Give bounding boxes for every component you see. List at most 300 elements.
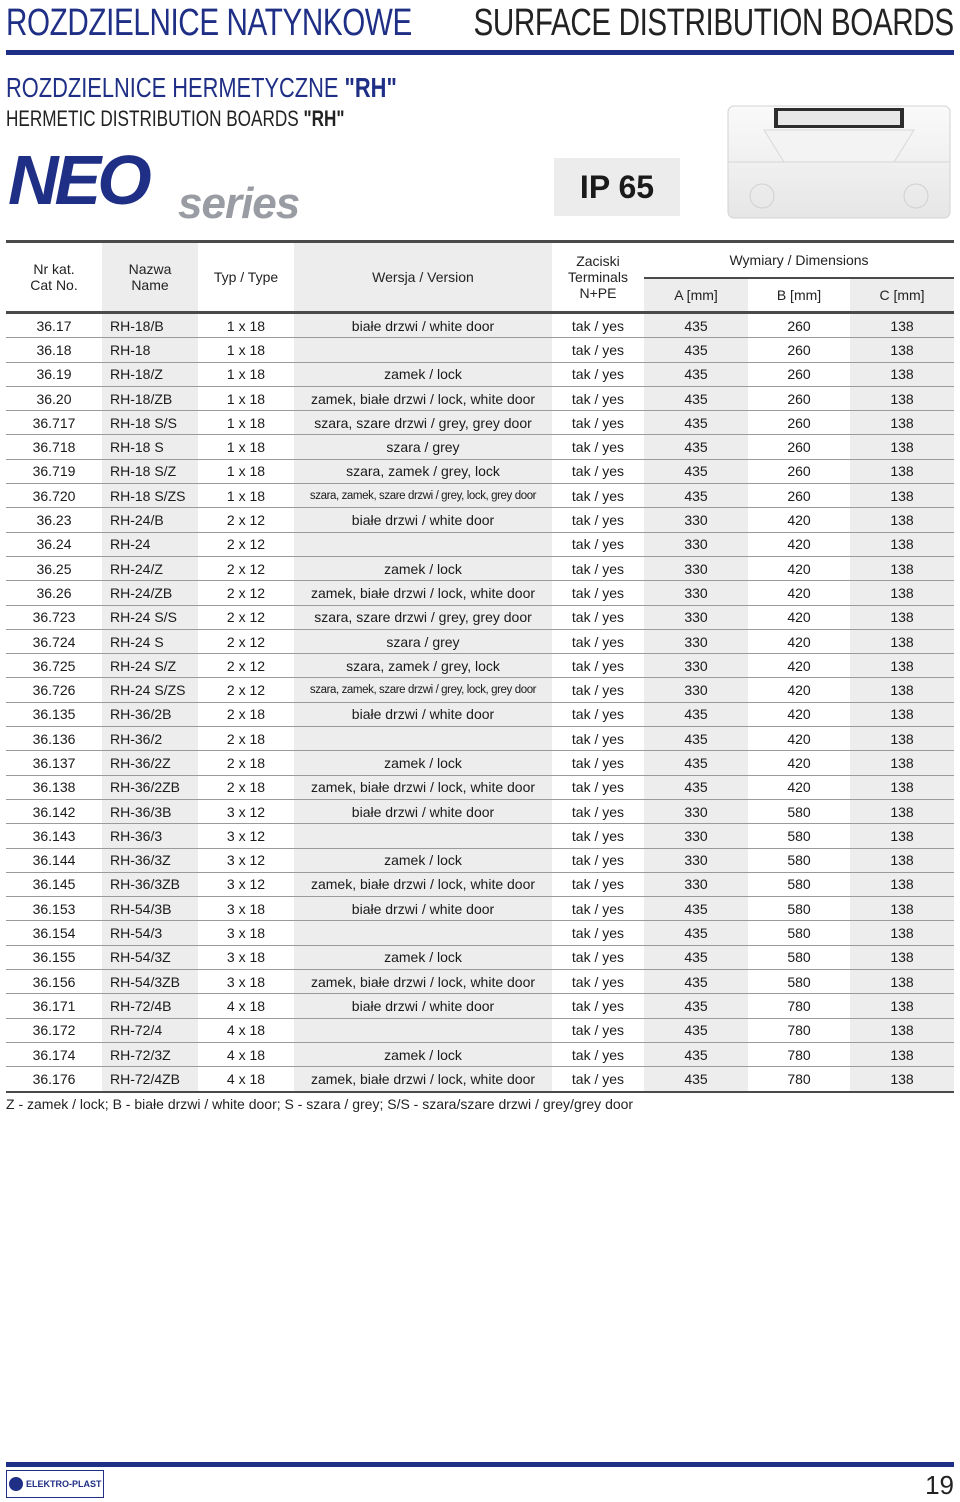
table-row	[6, 945, 954, 969]
cell-terminals: tak / yes	[552, 872, 644, 896]
col-header-terminals-l3: N+PE	[579, 285, 617, 301]
cell-version: białe drzwi / white door	[294, 994, 552, 1018]
col-header-terminals-l2: Terminals	[568, 269, 628, 285]
cell-version: białe drzwi / white door	[294, 508, 552, 532]
cell-version	[294, 338, 552, 362]
cell-dim-c: 138	[850, 897, 954, 921]
cell-dim-c: 138	[850, 459, 954, 483]
cell-dim-c: 138	[850, 1067, 954, 1092]
table-row	[6, 824, 954, 848]
cell-terminals: tak / yes	[552, 556, 644, 580]
header-divider	[6, 50, 954, 55]
cell-type: 3 x 12	[198, 799, 294, 823]
cell-terminals: tak / yes	[552, 484, 644, 508]
cell-version: białe drzwi / white door	[294, 897, 552, 921]
cell-version: zamek / lock	[294, 751, 552, 775]
cell-dim-b: 260	[748, 386, 850, 410]
subtitle-pl	[6, 72, 397, 104]
cell-dim-b: 260	[748, 362, 850, 386]
col-header-dim-c: C [mm]	[850, 278, 954, 313]
cell-dim-b: 580	[748, 921, 850, 945]
cell-dim-c: 138	[850, 1018, 954, 1042]
cell-type: 2 x 18	[198, 751, 294, 775]
cell-catno: 36.153	[6, 897, 102, 921]
cell-name: RH-18 S/Z	[102, 459, 198, 483]
cell-dim-c: 138	[850, 727, 954, 751]
cell-catno: 36.724	[6, 629, 102, 653]
cell-dim-b: 420	[748, 508, 850, 532]
cell-dim-b: 580	[748, 897, 850, 921]
cell-terminals: tak / yes	[552, 629, 644, 653]
cell-catno: 36.144	[6, 848, 102, 872]
cell-dim-a: 435	[644, 970, 748, 994]
cell-type: 1 x 18	[198, 411, 294, 435]
elektro-plast-logo-text: ELEKTRO-PLAST	[26, 1479, 102, 1489]
cell-type: 2 x 12	[198, 581, 294, 605]
cell-dim-a: 435	[644, 1018, 748, 1042]
cell-catno: 36.145	[6, 872, 102, 896]
cell-dim-b: 420	[748, 702, 850, 726]
cell-type: 3 x 12	[198, 824, 294, 848]
cell-type: 3 x 12	[198, 872, 294, 896]
cell-dim-b: 780	[748, 1067, 850, 1092]
page-title-pl: ROZDZIELNICE NATYNKOWE	[6, 2, 412, 44]
cell-dim-c: 138	[850, 411, 954, 435]
cell-terminals: tak / yes	[552, 678, 644, 702]
cell-dim-b: 420	[748, 605, 850, 629]
cell-type: 2 x 18	[198, 727, 294, 751]
cell-type: 4 x 18	[198, 994, 294, 1018]
cell-terminals: tak / yes	[552, 508, 644, 532]
cell-dim-b: 780	[748, 994, 850, 1018]
cell-type: 4 x 18	[198, 1067, 294, 1092]
cell-dim-a: 330	[644, 824, 748, 848]
cell-name: RH-54/3Z	[102, 945, 198, 969]
cell-type: 1 x 18	[198, 313, 294, 338]
cell-dim-a: 330	[644, 629, 748, 653]
cell-dim-b: 260	[748, 411, 850, 435]
cell-dim-a: 435	[644, 338, 748, 362]
table-row	[6, 508, 954, 532]
cell-catno: 36.171	[6, 994, 102, 1018]
cell-dim-c: 138	[850, 994, 954, 1018]
cell-name: RH-18	[102, 338, 198, 362]
col-header-type: Typ / Type	[198, 242, 294, 313]
cell-dim-b: 580	[748, 945, 850, 969]
cell-catno: 36.24	[6, 532, 102, 556]
table-row	[6, 678, 954, 702]
cell-terminals: tak / yes	[552, 799, 644, 823]
cell-catno: 36.136	[6, 727, 102, 751]
subtitle-pl-code: "RH"	[344, 72, 397, 103]
cell-type: 2 x 12	[198, 654, 294, 678]
col-header-terminals-l1: Zaciski	[576, 253, 620, 269]
cell-name: RH-24/B	[102, 508, 198, 532]
cell-name: RH-24/Z	[102, 556, 198, 580]
cell-name: RH-18 S/S	[102, 411, 198, 435]
cell-catno: 36.135	[6, 702, 102, 726]
cell-name: RH-24 S/Z	[102, 654, 198, 678]
cell-version	[294, 921, 552, 945]
logo-word-neo: NEO	[8, 146, 148, 219]
cell-name: RH-36/2Z	[102, 751, 198, 775]
cell-version: szara, szare drzwi / grey, grey door	[294, 411, 552, 435]
cell-name: RH-36/3ZB	[102, 872, 198, 896]
cell-name: RH-24 S/S	[102, 605, 198, 629]
cell-dim-b: 420	[748, 775, 850, 799]
cell-dim-a: 330	[644, 678, 748, 702]
cell-dim-c: 138	[850, 313, 954, 338]
table-row	[6, 994, 954, 1018]
cell-catno: 36.174	[6, 1042, 102, 1066]
cell-dim-b: 420	[748, 678, 850, 702]
cell-terminals: tak / yes	[552, 775, 644, 799]
cell-version	[294, 1018, 552, 1042]
cell-catno: 36.723	[6, 605, 102, 629]
cell-catno: 36.172	[6, 1018, 102, 1042]
cell-terminals: tak / yes	[552, 1067, 644, 1092]
cell-terminals: tak / yes	[552, 824, 644, 848]
cell-terminals: tak / yes	[552, 532, 644, 556]
cell-name: RH-18/B	[102, 313, 198, 338]
cell-dim-a: 330	[644, 654, 748, 678]
cell-version: białe drzwi / white door	[294, 313, 552, 338]
cell-dim-c: 138	[850, 654, 954, 678]
cell-dim-c: 138	[850, 386, 954, 410]
cell-dim-b: 420	[748, 581, 850, 605]
table-row	[6, 848, 954, 872]
cell-dim-c: 138	[850, 848, 954, 872]
cell-terminals: tak / yes	[552, 435, 644, 459]
col-header-catno-en: Cat No.	[30, 277, 78, 293]
cell-dim-b: 260	[748, 338, 850, 362]
table-row	[6, 970, 954, 994]
cell-name: RH-36/2ZB	[102, 775, 198, 799]
cell-dim-b: 420	[748, 654, 850, 678]
cell-version: szara, szare drzwi / grey, grey door	[294, 605, 552, 629]
cell-catno: 36.719	[6, 459, 102, 483]
cell-name: RH-24 S/ZS	[102, 678, 198, 702]
table-row	[6, 629, 954, 653]
cell-dim-c: 138	[850, 605, 954, 629]
cell-dim-c: 138	[850, 775, 954, 799]
cell-dim-c: 138	[850, 702, 954, 726]
cell-type: 2 x 12	[198, 508, 294, 532]
cell-name: RH-36/2B	[102, 702, 198, 726]
cell-type: 2 x 12	[198, 678, 294, 702]
cell-version: zamek / lock	[294, 945, 552, 969]
cell-catno: 36.138	[6, 775, 102, 799]
cell-terminals: tak / yes	[552, 411, 644, 435]
table-row	[6, 362, 954, 386]
cell-catno: 36.142	[6, 799, 102, 823]
page-title-en: SURFACE DISTRIBUTION BOARDS	[473, 2, 954, 44]
cell-name: RH-36/3Z	[102, 848, 198, 872]
cell-dim-b: 580	[748, 824, 850, 848]
cell-name: RH-18 S/ZS	[102, 484, 198, 508]
legend-note: Z - zamek / lock; B - białe drzwi / white door; S - szara / grey; S/S - szara/szare drzwi / grey/grey door	[6, 1096, 634, 1112]
cell-dim-c: 138	[850, 508, 954, 532]
cell-catno: 36.20	[6, 386, 102, 410]
cell-dim-a: 330	[644, 605, 748, 629]
cell-catno: 36.17	[6, 313, 102, 338]
cell-dim-a: 330	[644, 532, 748, 556]
cell-type: 3 x 12	[198, 848, 294, 872]
cell-version	[294, 727, 552, 751]
cell-terminals: tak / yes	[552, 313, 644, 338]
cell-terminals: tak / yes	[552, 605, 644, 629]
table-row	[6, 1067, 954, 1092]
cell-terminals: tak / yes	[552, 1018, 644, 1042]
cell-name: RH-18/ZB	[102, 386, 198, 410]
cell-name: RH-18 S	[102, 435, 198, 459]
cell-dim-a: 435	[644, 702, 748, 726]
cell-dim-a: 435	[644, 727, 748, 751]
subtitle-en-code: "RH"	[303, 106, 345, 131]
logo-word-series: series	[178, 179, 300, 224]
cell-dim-b: 420	[748, 751, 850, 775]
cell-dim-a: 435	[644, 411, 748, 435]
cell-dim-b: 260	[748, 313, 850, 338]
cell-dim-a: 435	[644, 1067, 748, 1092]
cell-version: zamek / lock	[294, 1042, 552, 1066]
col-header-terminals	[552, 242, 644, 313]
cell-dim-a: 435	[644, 945, 748, 969]
cell-terminals: tak / yes	[552, 1042, 644, 1066]
cell-terminals: tak / yes	[552, 338, 644, 362]
cell-dim-a: 435	[644, 1042, 748, 1066]
cell-dim-c: 138	[850, 751, 954, 775]
cell-version: zamek, białe drzwi / lock, white door	[294, 970, 552, 994]
cell-version: zamek, białe drzwi / lock, white door	[294, 386, 552, 410]
product-table-body	[6, 313, 954, 1092]
cell-catno: 36.155	[6, 945, 102, 969]
cell-type: 4 x 18	[198, 1018, 294, 1042]
col-header-name	[102, 242, 198, 313]
cell-dim-c: 138	[850, 799, 954, 823]
cell-type: 1 x 18	[198, 459, 294, 483]
cell-dim-b: 780	[748, 1042, 850, 1066]
col-header-catno-pl: Nr kat.	[33, 261, 75, 277]
cell-catno: 36.717	[6, 411, 102, 435]
col-header-version: Wersja / Version	[294, 242, 552, 313]
cell-catno: 36.26	[6, 581, 102, 605]
cell-dim-c: 138	[850, 581, 954, 605]
ip-rating-badge: IP 65	[554, 158, 680, 216]
cell-name: RH-24/ZB	[102, 581, 198, 605]
cell-dim-c: 138	[850, 824, 954, 848]
cell-catno: 36.25	[6, 556, 102, 580]
cell-dim-a: 330	[644, 799, 748, 823]
cell-version: szara, zamek, szare drzwi / grey, lock, grey door	[294, 678, 552, 702]
cell-dim-a: 435	[644, 435, 748, 459]
table-row	[6, 411, 954, 435]
cell-terminals: tak / yes	[552, 945, 644, 969]
table-row	[6, 654, 954, 678]
cell-version: zamek, białe drzwi / lock, white door	[294, 1067, 552, 1092]
cell-dim-c: 138	[850, 556, 954, 580]
cell-catno: 36.143	[6, 824, 102, 848]
cell-dim-a: 435	[644, 484, 748, 508]
cell-catno: 36.725	[6, 654, 102, 678]
cell-dim-a: 330	[644, 872, 748, 896]
cell-catno: 36.726	[6, 678, 102, 702]
cell-dim-b: 580	[748, 872, 850, 896]
cell-dim-a: 435	[644, 994, 748, 1018]
cell-type: 2 x 12	[198, 556, 294, 580]
table-row	[6, 872, 954, 896]
subtitle-pl-text: ROZDZIELNICE HERMETYCZNE	[6, 72, 345, 103]
cell-type: 1 x 18	[198, 338, 294, 362]
cell-name: RH-72/4ZB	[102, 1067, 198, 1092]
footer-divider	[6, 1462, 954, 1467]
subtitle-en	[6, 106, 345, 132]
cell-catno: 36.137	[6, 751, 102, 775]
cell-name: RH-72/4B	[102, 994, 198, 1018]
cell-type: 3 x 18	[198, 897, 294, 921]
cell-dim-a: 330	[644, 848, 748, 872]
cell-version: zamek / lock	[294, 556, 552, 580]
neo-series-logo	[6, 146, 346, 224]
cell-version	[294, 824, 552, 848]
col-header-name-en: Name	[131, 277, 169, 293]
cell-dim-b: 580	[748, 970, 850, 994]
cell-name: RH-24 S	[102, 629, 198, 653]
cell-name: RH-36/2	[102, 727, 198, 751]
table-row	[6, 386, 954, 410]
table-row	[6, 1042, 954, 1066]
cell-type: 1 x 18	[198, 362, 294, 386]
cell-type: 2 x 12	[198, 605, 294, 629]
cell-type: 2 x 18	[198, 702, 294, 726]
cell-terminals: tak / yes	[552, 727, 644, 751]
cell-catno: 36.176	[6, 1067, 102, 1092]
cell-terminals: tak / yes	[552, 581, 644, 605]
cell-dim-c: 138	[850, 484, 954, 508]
cell-dim-b: 420	[748, 532, 850, 556]
cell-terminals: tak / yes	[552, 970, 644, 994]
cell-catno: 36.720	[6, 484, 102, 508]
cell-version: białe drzwi / white door	[294, 702, 552, 726]
cell-version: szara, zamek / grey, lock	[294, 654, 552, 678]
cell-dim-c: 138	[850, 945, 954, 969]
cell-dim-c: 138	[850, 362, 954, 386]
cell-name: RH-72/4	[102, 1018, 198, 1042]
cell-dim-a: 435	[644, 386, 748, 410]
cell-dim-b: 580	[748, 799, 850, 823]
cell-name: RH-36/3	[102, 824, 198, 848]
cell-dim-a: 435	[644, 362, 748, 386]
cell-version: szara / grey	[294, 629, 552, 653]
cell-dim-c: 138	[850, 338, 954, 362]
cell-version: zamek, białe drzwi / lock, white door	[294, 581, 552, 605]
col-header-dim-b: B [mm]	[748, 278, 850, 313]
cell-terminals: tak / yes	[552, 654, 644, 678]
cell-catno: 36.18	[6, 338, 102, 362]
cell-type: 2 x 12	[198, 532, 294, 556]
product-table	[6, 240, 954, 1093]
cell-dim-a: 330	[644, 508, 748, 532]
cell-terminals: tak / yes	[552, 702, 644, 726]
cell-dim-a: 435	[644, 313, 748, 338]
cell-version: szara, zamek, szare drzwi / grey, lock, grey door	[294, 484, 552, 508]
cell-dim-c: 138	[850, 872, 954, 896]
cell-version: zamek, białe drzwi / lock, white door	[294, 775, 552, 799]
cell-dim-b: 260	[748, 459, 850, 483]
table-row	[6, 921, 954, 945]
table-row	[6, 435, 954, 459]
cell-version: szara / grey	[294, 435, 552, 459]
cell-dim-c: 138	[850, 678, 954, 702]
elektro-plast-logo	[6, 1470, 104, 1498]
cell-terminals: tak / yes	[552, 362, 644, 386]
cell-dim-a: 435	[644, 459, 748, 483]
cell-version: zamek, białe drzwi / lock, white door	[294, 872, 552, 896]
page-number: 19	[925, 1470, 954, 1500]
cell-name: RH-36/3B	[102, 799, 198, 823]
cell-type: 4 x 18	[198, 1042, 294, 1066]
cell-dim-b: 260	[748, 484, 850, 508]
cell-dim-b: 260	[748, 435, 850, 459]
cell-catno: 36.718	[6, 435, 102, 459]
cell-dim-b: 420	[748, 556, 850, 580]
table-row	[6, 727, 954, 751]
cell-dim-a: 330	[644, 581, 748, 605]
cell-dim-b: 420	[748, 629, 850, 653]
table-row	[6, 338, 954, 362]
col-header-dimensions: Wymiary / Dimensions	[644, 242, 954, 279]
cell-dim-a: 435	[644, 921, 748, 945]
table-row	[6, 605, 954, 629]
cell-type: 1 x 18	[198, 386, 294, 410]
col-header-catno	[6, 242, 102, 313]
cell-version: zamek / lock	[294, 362, 552, 386]
cell-terminals: tak / yes	[552, 751, 644, 775]
cell-type: 2 x 18	[198, 775, 294, 799]
cell-catno: 36.19	[6, 362, 102, 386]
cell-name: RH-72/3Z	[102, 1042, 198, 1066]
cell-terminals: tak / yes	[552, 921, 644, 945]
cell-dim-c: 138	[850, 629, 954, 653]
table-row	[6, 532, 954, 556]
table-row	[6, 751, 954, 775]
cell-dim-b: 420	[748, 727, 850, 751]
cell-name: RH-54/3	[102, 921, 198, 945]
cell-dim-c: 138	[850, 921, 954, 945]
cell-dim-a: 435	[644, 897, 748, 921]
cell-dim-a: 330	[644, 556, 748, 580]
col-header-name-pl: Nazwa	[128, 261, 172, 277]
table-row	[6, 313, 954, 338]
col-header-dim-a: A [mm]	[644, 278, 748, 313]
cell-type: 3 x 18	[198, 945, 294, 969]
cell-dim-c: 138	[850, 1042, 954, 1066]
table-row	[6, 484, 954, 508]
cell-version: białe drzwi / white door	[294, 799, 552, 823]
cell-dim-c: 138	[850, 435, 954, 459]
cell-version: zamek / lock	[294, 848, 552, 872]
cell-name: RH-54/3ZB	[102, 970, 198, 994]
cell-dim-c: 138	[850, 532, 954, 556]
cell-catno: 36.23	[6, 508, 102, 532]
cell-terminals: tak / yes	[552, 386, 644, 410]
cell-catno: 36.154	[6, 921, 102, 945]
table-row	[6, 556, 954, 580]
cell-name: RH-54/3B	[102, 897, 198, 921]
product-image	[724, 100, 954, 222]
cell-terminals: tak / yes	[552, 897, 644, 921]
cell-terminals: tak / yes	[552, 994, 644, 1018]
